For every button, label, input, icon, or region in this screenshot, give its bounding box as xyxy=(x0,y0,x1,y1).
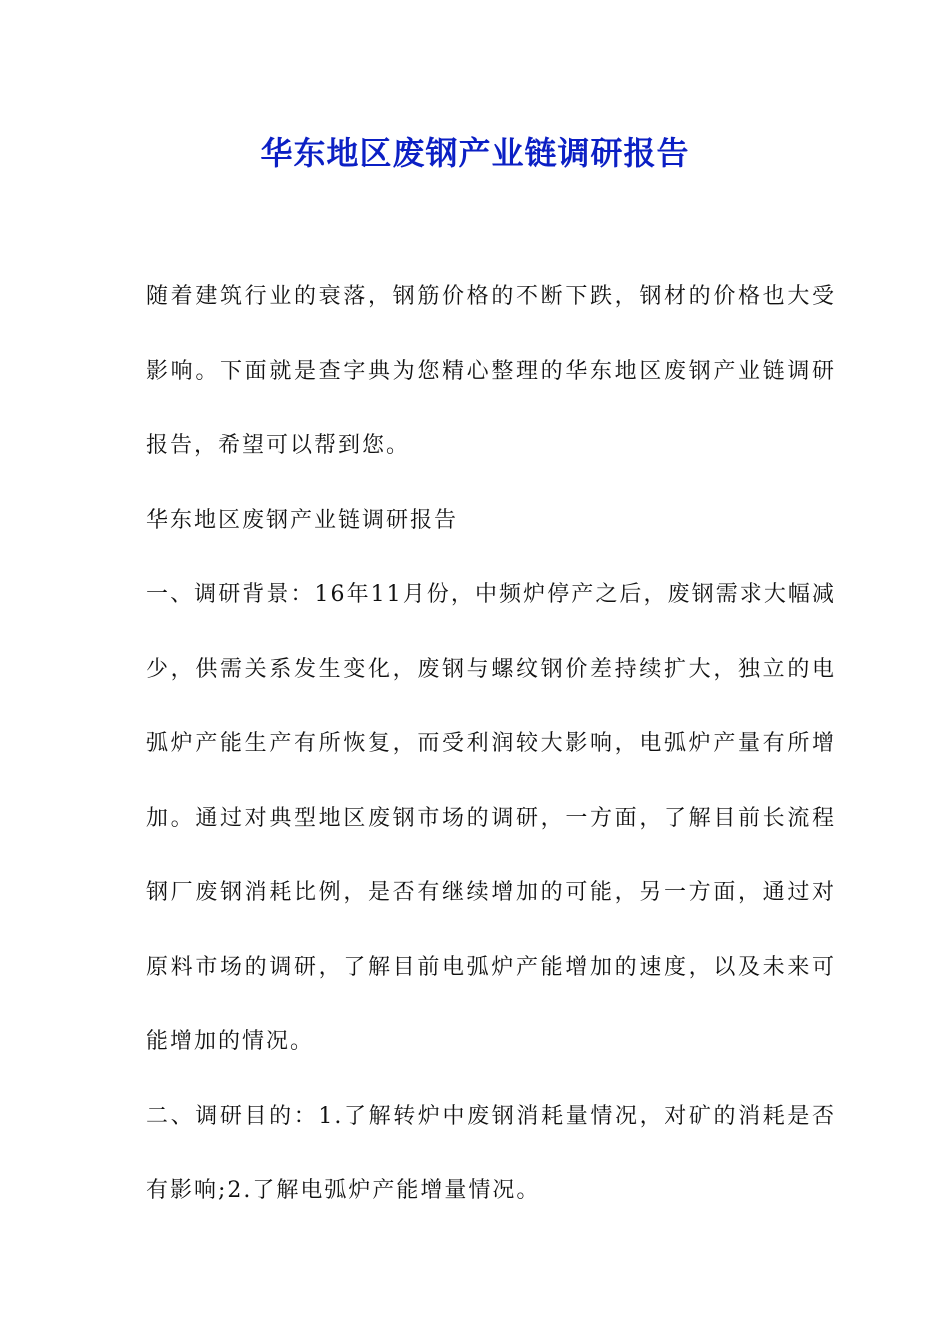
document-body xyxy=(146,260,836,1229)
paragraph-subtitle: 华东地区废钢产业链调研报告 xyxy=(146,507,459,533)
paragraph-purpose: 二、调研目的：1.了解转炉中废钢消耗量情况，对矿的消耗是否有影响;2.了解电弧炉产能增量情况。 xyxy=(146,1103,836,1203)
document-title: 华东地区废钢产业链调研报告 xyxy=(260,134,690,172)
paragraph-background: 一、调研背景：16年11月份，中频炉停产之后，废钢需求大幅减少，供需关系发生变化，废钢与螺纹钢价差持续扩大，独立的电弧炉产能生产有所恢复，而受利润较大影响，电弧炉产量有所增加。通过对典型地区废钢市场的调研，一方面，了解目前长流程钢厂废钢消耗比例，是否有继续增加的可能，另一方面，通过对原料市场的调研，了解目前电弧炉产能增加的速度，以及未来可能增加的情况。 xyxy=(146,582,836,1054)
paragraph-intro: 随着建筑行业的衰落，钢筋价格的不断下跌，钢材的价格也大受影响。下面就是查字典为您精心整理的华东地区废钢产业链调研报告，希望可以帮到您。 xyxy=(146,284,836,458)
